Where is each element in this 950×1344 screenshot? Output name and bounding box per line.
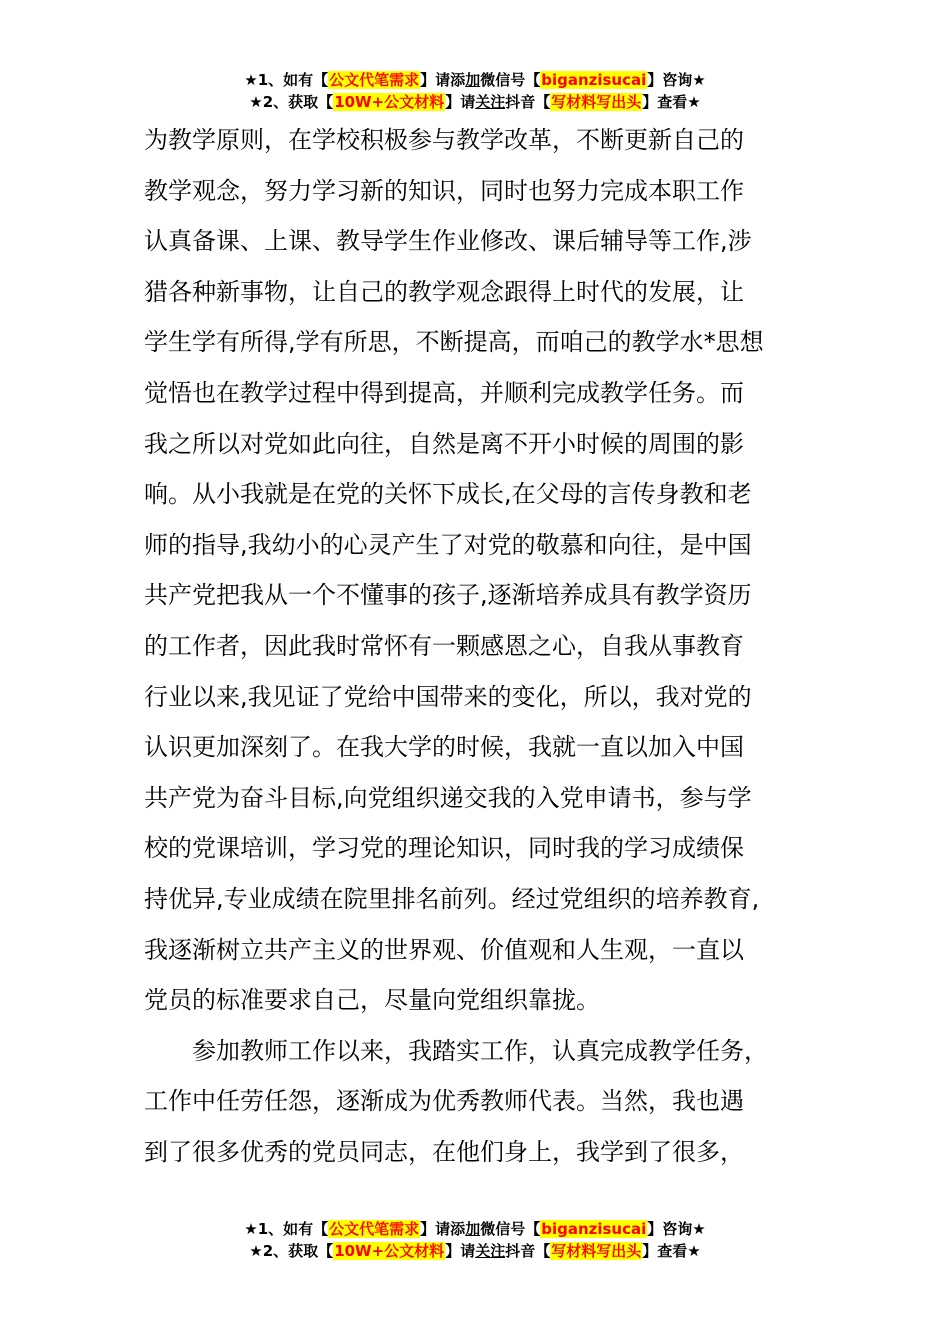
banner-text: 微信号【 [480, 71, 541, 89]
banner-text: 抖音【 [505, 93, 551, 111]
body-line: 党员的标准要求自己，尽量向党组织靠拢。 [144, 986, 600, 1015]
body-line: 的工作者，因此我时常怀有一颗感恩之心，自我从事教育 [144, 631, 744, 660]
banner-line-1 [0, 1218, 950, 1240]
banner-highlight: 10W+公文材料 [334, 93, 445, 111]
banner-underlined-text: 关注 [475, 1242, 506, 1260]
header-banner [0, 69, 950, 113]
body-line: 共产党把我从一个不懂事的孩子,逐渐培养成具有教学资历 [144, 581, 752, 610]
body-line: 觉悟也在教学过程中得到提高，并顺利完成教学任务。而 [144, 378, 744, 407]
banner-highlight: biganzisucai [541, 71, 647, 89]
banner-text: ★1、如有【 [244, 71, 329, 89]
banner-text: 】请 [445, 1242, 476, 1260]
body-line: 教学观念，努力学习新的知识，同时也努力完成本职工作 [144, 176, 744, 205]
body-line: 共产党为奋斗目标,向党组织递交我的入党申请书，参与学 [144, 783, 752, 812]
banner-text: 抖音【 [505, 1242, 551, 1260]
banner-text: ★2、获取【 [249, 93, 334, 111]
banner-text: 】查看★ [642, 93, 701, 111]
body-line: 师的指导,我幼小的心灵产生了对党的敬慕和向往，是中国 [144, 530, 752, 559]
body-line: 认识更加深刻了。在我大学的时候，我就一直以加入中国 [144, 733, 744, 762]
banner-highlight: 写材料写出头 [551, 93, 642, 111]
banner-line-2 [0, 1240, 950, 1262]
body-line: 行业以来,我见证了党给中国带来的变化，所以，我对党的 [144, 682, 752, 711]
banner-text: 】查看★ [642, 1242, 701, 1260]
banner-text: 】请添 [420, 71, 466, 89]
banner-text: 】咨询★ [647, 71, 706, 89]
body-line: 响。从小我就是在党的关怀下成长,在父母的言传身教和老 [144, 480, 752, 509]
body-line: 持优异,专业成绩在院里排名前列。经过党组织的培养教育, [144, 884, 760, 913]
banner-highlight: 10W+公文材料 [334, 1242, 445, 1260]
banner-underlined-text: 关注 [475, 93, 506, 111]
banner-line-1 [0, 69, 950, 91]
body-line: 我逐渐树立共产主义的世界观、价值观和人生观，一直以 [144, 935, 744, 964]
body-line: 校的党课培训，学习党的理论知识，同时我的学习成绩保 [144, 834, 744, 863]
banner-text: ★2、获取【 [249, 1242, 334, 1260]
banner-highlight: 写材料写出头 [551, 1242, 642, 1260]
banner-text: 】咨询★ [647, 1220, 706, 1238]
banner-text: ★1、如有【 [244, 1220, 329, 1238]
banner-text: 】请添 [420, 1220, 466, 1238]
paragraph-start-line: 参加教师工作以来，我踏实工作，认真完成教学任务， [192, 1036, 768, 1065]
banner-highlight: 公文代笔需求 [329, 1220, 420, 1238]
banner-underlined-text: 加 [465, 1220, 481, 1238]
body-line: 学生学有所得,学有所思，不断提高，而咱己的教学水*思想 [144, 328, 764, 357]
document-body [144, 115, 834, 1177]
footer-banner [0, 1218, 950, 1262]
body-line: 工作中任劳任怨，逐渐成为优秀教师代表。当然，我也遇 [144, 1087, 744, 1116]
body-line: 认真备课、上课、教导学生作业修改、课后辅导等工作,涉 [144, 227, 752, 256]
banner-text: 微信号【 [480, 1220, 541, 1238]
body-line: 猎各种新事物，让自己的教学观念跟得上时代的发展，让 [144, 277, 744, 306]
banner-highlight: biganzisucai [541, 1220, 647, 1238]
banner-text: 】请 [445, 93, 476, 111]
body-line: 为教学原则，在学校积极参与教学改革，不断更新自己的 [144, 126, 744, 154]
banner-line-2 [0, 91, 950, 113]
banner-highlight: 公文代笔需求 [329, 71, 420, 89]
banner-underlined-text: 加 [465, 71, 481, 89]
body-line: 到了很多优秀的党员同志，在他们身上，我学到了很多， [144, 1137, 744, 1166]
body-line: 我之所以对党如此向往，自然是离不开小时候的周围的影 [144, 429, 744, 458]
